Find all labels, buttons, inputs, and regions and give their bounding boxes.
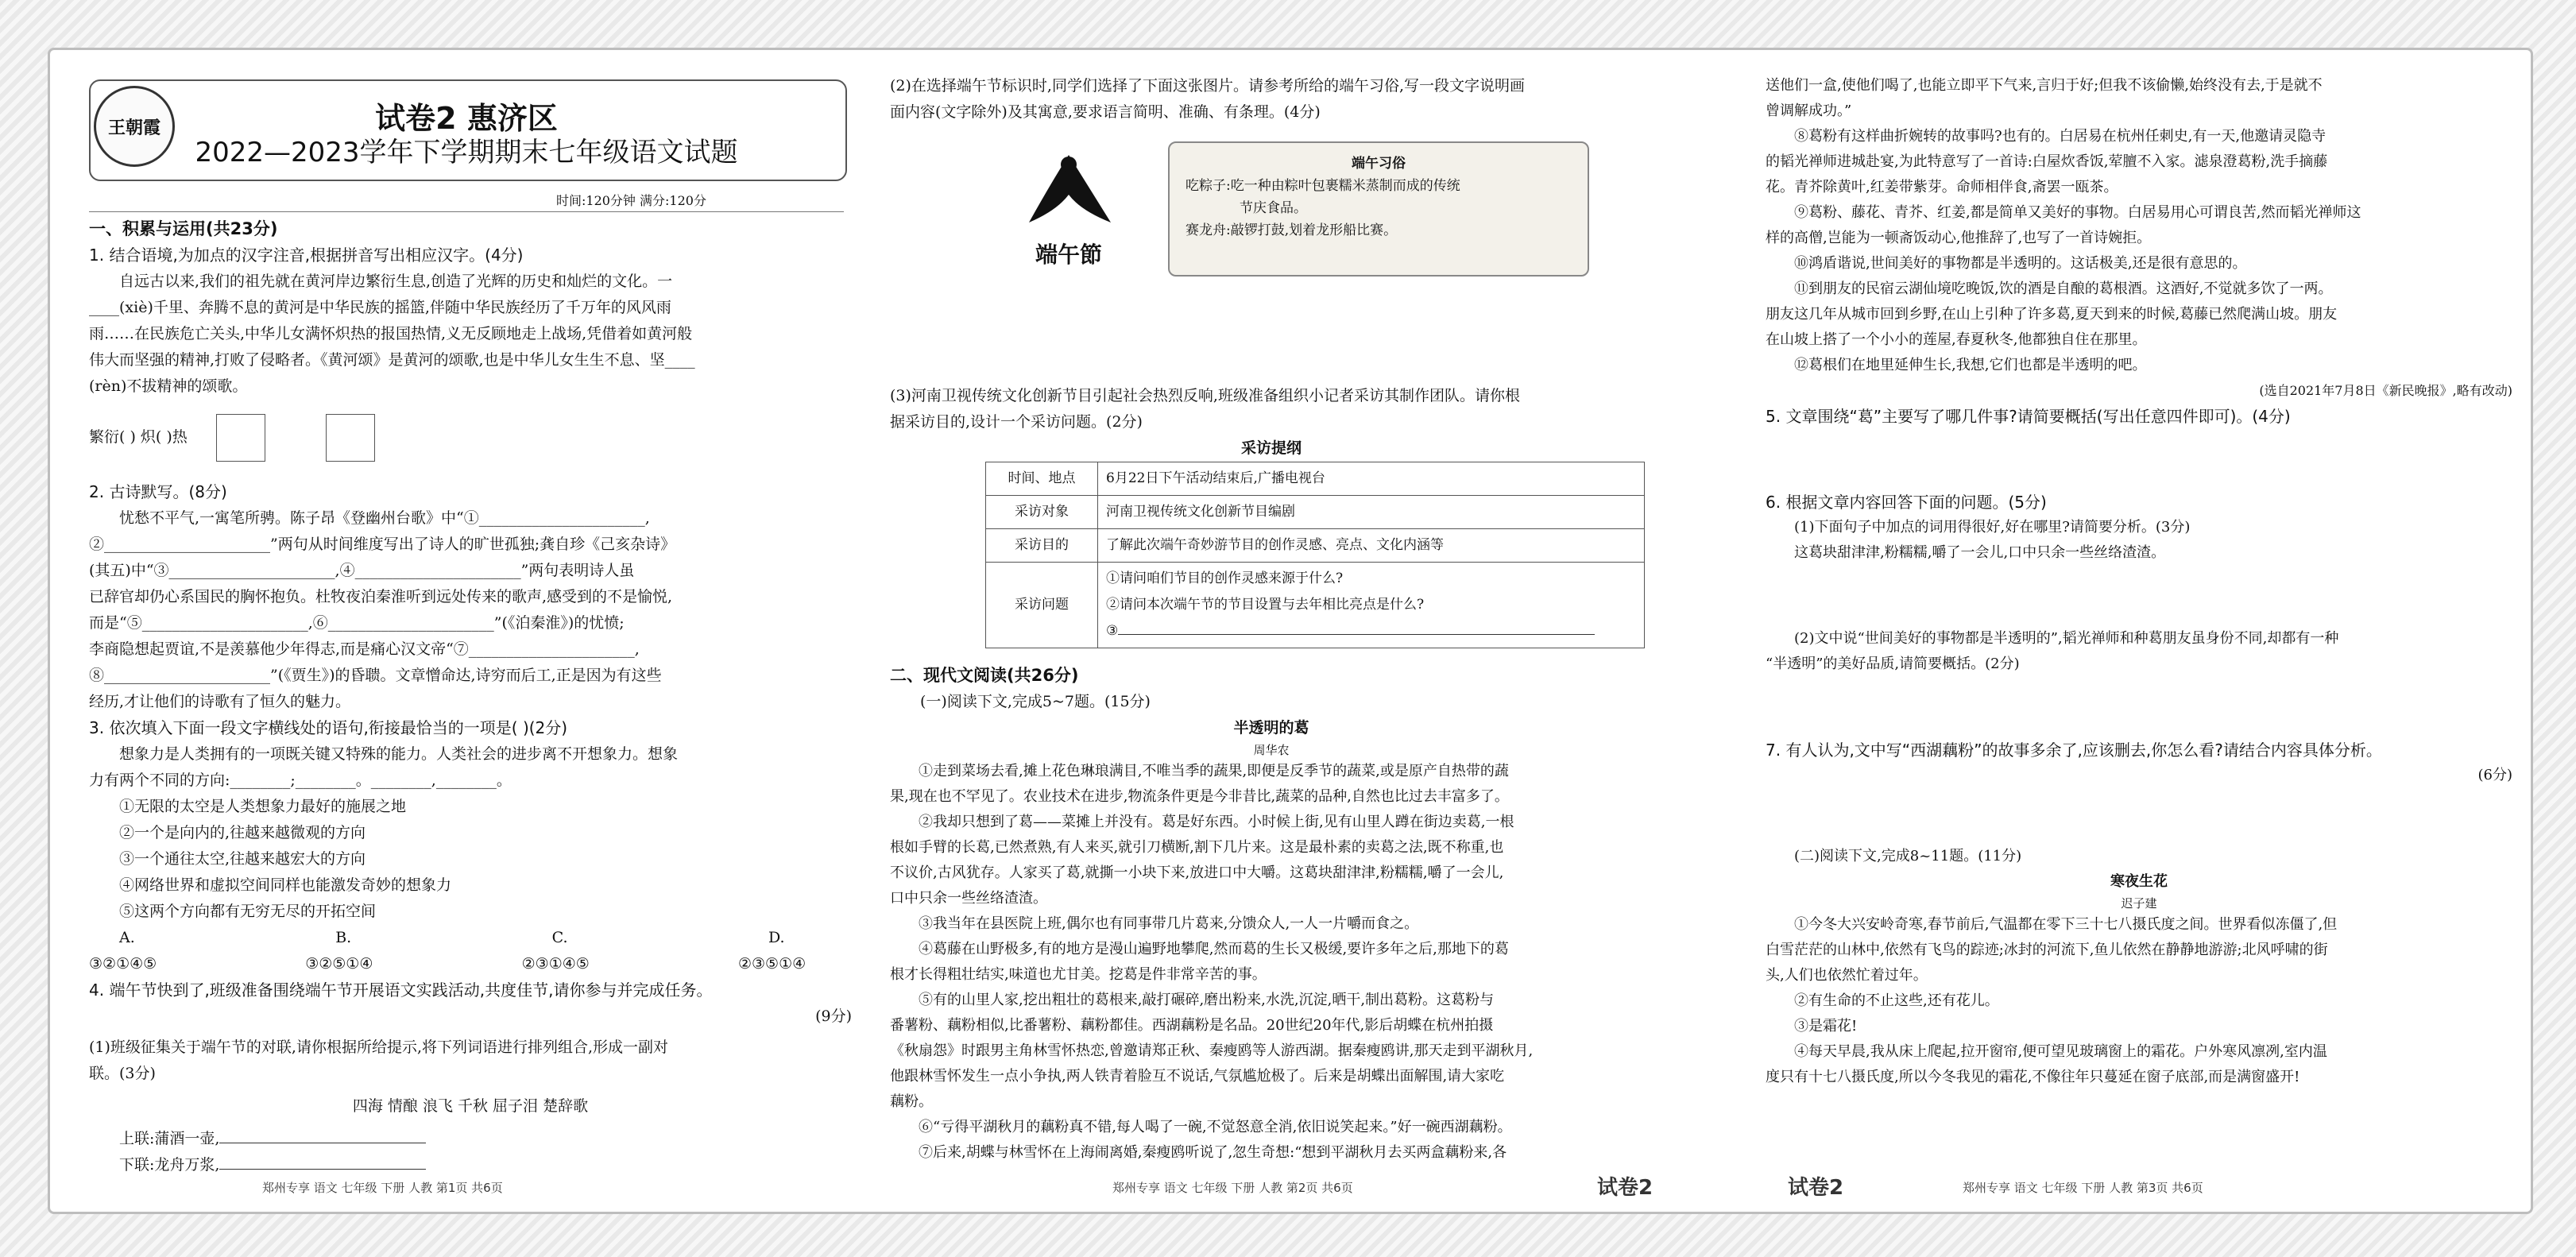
table-cell: 采访对象 [986, 496, 1098, 529]
custom-line: 节庆食品。 [1240, 200, 1307, 216]
interview-question-blank[interactable] [1106, 618, 1636, 644]
article-source: (选自2021年7月8日《新民晚报》,略有改动) [2259, 383, 2512, 398]
article-line: 不议价,古风犹存。人家买了葛,就撕一小块下来,放进口中大嚼。这葛块甜津津,粉糯糯,嚼了一会儿, [890, 864, 1504, 881]
q7-score: (6分) [2477, 767, 2512, 783]
article-2-title: 寒夜生花 [2110, 873, 2168, 890]
q2-line: 李商隐想起贾谊,不是羡慕他少年得志,而是痛心汉文帝“⑦______________________, [89, 640, 640, 658]
footer-page-1: 郑州专享 语文 七年级 下册 人教 第1页 共6页 [262, 1181, 503, 1195]
lower-couplet: 下联:龙舟万浆, [119, 1156, 220, 1174]
choice-a[interactable]: A. ③②①④⑤ [89, 929, 157, 973]
section-1-title: 一、积累与运用(共23分) [89, 219, 278, 238]
article-line: ⑥“亏得平湖秋月的藕粉真不错,每人喝了一碗,不觉怒意全消,依旧说笑起来。”好一碗西湖藕粉。 [919, 1119, 1512, 1135]
table-cell: 采访问题 [986, 563, 1098, 648]
q3-option: ⑤这两个方向都有无穷无尽的开拓空间 [119, 903, 377, 920]
q2-line: 经历,才让他们的诗歌有了恒久的魅力。 [89, 693, 351, 710]
article-line: 果,现在也不罕见了。农业技术在进步,物流条件更是今非昔比,蔬菜的品种,自然也比过去丰富多了。 [890, 788, 1509, 805]
article-line: 口中只余一些丝络渣渣。 [890, 890, 1047, 907]
section-2-title: 二、现代文阅读(共26分) [890, 666, 1079, 685]
q1-para: ____(xiè)千里、奔腾不息的黄河是中华民族的摇篮,伴随中华民族经历了千万年的风风雨 [89, 299, 671, 316]
article-2-line: ③是霜花! [1794, 1018, 1858, 1035]
article-line: 曾调解成功。” [1766, 102, 1852, 119]
exam-label: 试卷2 [375, 101, 457, 136]
article-line: 在山坡上搭了一个小小的莲屋,春夏秋冬,他都独自住在那里。 [1766, 331, 2147, 348]
table-cell: 6月22日下午活动结束后,广播电视台 [1098, 462, 1645, 496]
article-line: 根如手臂的长葛,已然煮熟,有人来买,就引刀横断,割下几片来。这是最朴素的卖葛之法,既不称重,也 [890, 839, 1504, 856]
article-line: ②我却只想到了葛——菜摊上并没有。葛是好东西。小时候上街,见有山里人蹲在街边卖葛,一根 [919, 814, 1514, 830]
footer-page-3: 郑州专享 语文 七年级 下册 人教 第3页 共6页 [1963, 1181, 2203, 1195]
answer-box[interactable] [216, 414, 265, 462]
article-line: ⑦后来,胡蝶与林雪怀在上海闹离婚,秦瘦鸥听说了,忽生奇想:“想到平湖秋月去买两盒藕粉来,各 [919, 1144, 1507, 1161]
q6-1: (1)下面句子中加点的词用得很好,好在哪里?请简要分析。(3分) [1794, 519, 2191, 536]
custom-line: 吃粽子:吃一种由粽叶包裹糯米蒸制而成的传统 [1186, 178, 1460, 194]
article-line: 藕粉。 [890, 1093, 933, 1110]
q3-choices [89, 925, 852, 977]
article-line: 《秋扇怨》时跟男主角林雪怀热恋,曾邀请郑正秋、秦瘦鸥等人游西湖。据秦瘦鸥讲,那天走到平湖秋月, [890, 1042, 1534, 1059]
article-line: ③我当年在县医院上班,偶尔也有同事带几片葛来,分馈众人,一人一片嚼而食之。 [919, 915, 1419, 932]
q2-line: ②______________________”两句从时间维度写出了诗人的旷世孤独;龚自珍《己亥杂诗》 [89, 536, 676, 553]
exam-tag-2: 试卷2 [1597, 1176, 1654, 1200]
article-title: 半透明的葛 [1233, 719, 1309, 737]
answer-space[interactable] [1766, 429, 2512, 489]
exam-tag-3: 试卷2 [1788, 1176, 1844, 1200]
table-row [986, 529, 1645, 563]
brand-text: 端午節 [1035, 242, 1102, 268]
q1-items: 繁衍( ) 炽( )热 [89, 428, 188, 446]
article-2-line: ④每天早晨,我从床上爬起,拉开窗帘,便可望见玻璃窗上的霜花。户外寒风凛冽,室内温 [1794, 1043, 2327, 1060]
lower-blank[interactable] [219, 1169, 426, 1170]
column-3 [1766, 73, 2512, 1090]
answer-space[interactable] [1766, 788, 2512, 844]
q2-line: (其五)中“③______________________,④______________________”两句表明诗人虽 [89, 562, 635, 579]
q2-line: 已辞官却仍心系国民的胸怀抱负。杜牧夜泊秦淮听到远处传来的歌声,感受到的不是愉悦, [89, 588, 673, 605]
article-line: ⑩鸿盾谐说,世间美好的事物都是半透明的。这话极美,还是很有意思的。 [1794, 255, 2247, 272]
q4-2b: 面内容(文字除外)及其寓意,要求语言简明、准确、有条理。(4分) [890, 103, 1321, 121]
upper-couplet: 上联:蒲酒一壶, [119, 1130, 220, 1147]
answer-box[interactable] [326, 414, 375, 462]
q3-option: ②一个是向内的,往越来越微观的方向 [119, 824, 366, 841]
article-line: 他跟林雪怀发生一点小争执,两人铁青着脸互不说话,气氛尴尬极了。后来是胡蝶出面解围,请大家吃 [890, 1068, 1505, 1085]
footer-page-2: 郑州专享 语文 七年级 下册 人教 第2页 共6页 [1112, 1181, 1353, 1195]
lower-couplet-row [89, 1152, 852, 1178]
q1-para: 伟大而坚强的精神,打败了侵略者。《黄河颂》是黄河的颂歌,也是中华儿女生生不息、坚____ [89, 351, 695, 369]
q1-para: 自远古以来,我们的祖先就在黄河岸边繁衍生息,创造了光辉的历史和灿烂的文化。一 [119, 273, 673, 290]
q6-2b: “半透明”的美好品质,请简要概括。(2分) [1766, 656, 2020, 672]
article-2-line: 白雪茫茫的山林中,依然有飞鸟的踪迹;冰封的河流下,鱼儿依然在静静地游游;北风呼啸的街 [1766, 942, 2328, 958]
question-7: 7. 有人认为,文中写“西湖藕粉”的故事多余了,应该删去,你怎么看?请结合内容具体分析。 [1766, 741, 2382, 760]
brush-stroke-icon [1017, 147, 1120, 234]
choice-c[interactable]: C. ②③①④⑤ [521, 929, 590, 973]
reading-1-intro: (一)阅读下文,完成5~7题。(15分) [920, 693, 1151, 710]
question-2: 2. 古诗默写。(8分) [89, 482, 227, 501]
q3-para: 力有两个不同的方向:________;________。________,________。 [89, 772, 512, 789]
q4-score: (9分) [815, 1008, 852, 1025]
article-line: ⑫葛根们在地里延伸生长,我想,它们也都是半透明的吧。 [1794, 357, 2147, 373]
table-cell: 时间、地点 [986, 462, 1098, 496]
column-2-lower [890, 383, 1653, 1166]
q3-option: ③一个通往太空,往越来越宏大的方向 [119, 850, 366, 868]
article-2-line: ①今冬大兴安岭奇寒,春节前后,气温都在零下三十七八摄氏度之间。世界看似冻僵了,但 [1794, 916, 2338, 933]
dragon-boat-logo [1001, 147, 1136, 274]
q3-option: ①无限的太空是人类想象力最好的施展之地 [119, 798, 407, 815]
article-line: 送他们一盒,使他们喝了,也能立即平下气来,言归于好;但我不该偷懒,始终没有去,于是就不 [1766, 77, 2323, 94]
answer-space[interactable] [1766, 677, 2512, 737]
q4-1: (1)班级征集关于端午节的对联,请你根据所给提示,将下列词语进行排列组合,形成一副对 [89, 1038, 669, 1056]
article-line: 花。青芥除黄叶,红姜带紫芽。命师相伴食,斋罢一瓯茶。 [1766, 179, 2118, 195]
table-title: 采访提纲 [1240, 439, 1302, 457]
q1-items-row [89, 414, 852, 462]
question-4: 4. 端午节快到了,班级准备围绕端午节开展语文实践活动,共度佳节,请你参与并完成任务。 [89, 980, 713, 1000]
table-row [986, 563, 1645, 648]
column-1 [89, 216, 852, 1178]
exam-meta: 时间:120分钟 满分:120分 [556, 193, 706, 208]
article-author: 周华农 [1253, 743, 1290, 757]
article-line: 样的高僧,岂能为一顿斋饭动心,他推辞了,也写了一首诗婉拒。 [1766, 230, 2152, 246]
article-line: ⑨葛粉、藤花、青芥、红姜,都是简单又美好的事物。白居易用心可谓良苦,然而韬光禅师这 [1794, 204, 2361, 221]
q1-para: (rèn)不拔精神的颂歌。 [89, 377, 248, 395]
article-2-line: 头,人们也依然忙着过年。 [1766, 967, 1928, 984]
q4-3b: 据采访目的,设计一个采访问题。(2分) [890, 413, 1143, 431]
q4-2: (2)在选择端午节标识时,同学们选择了下面这张图片。请参考所给的端午习俗,写一段文字说明画 [890, 77, 1525, 95]
table-cell [1098, 563, 1645, 648]
article-line: ④葛藤在山野极多,有的地方是漫山遍野地攀爬,然而葛的生长又极缓,要许多年之后,那地下的葛 [919, 941, 1509, 957]
upper-couplet-row [89, 1126, 852, 1152]
question-6: 6. 根据文章内容回答下面的问题。(5分) [1766, 493, 2047, 512]
article-line: ⑧葛粉有这样曲折婉转的故事吗?也有的。白居易在杭州任刺史,有一天,他邀请灵隐寺 [1794, 128, 2327, 145]
article-line: ①走到菜场去看,摊上花色琳琅满目,不唯当季的蔬果,即便是反季节的蔬菜,或是原产自热带的蔬 [919, 763, 1509, 779]
interview-question: ①请问咱们节目的创作灵感来源于什么? [1106, 570, 1344, 586]
reading-2-intro: (二)阅读下文,完成8~11题。(11分) [1794, 848, 2022, 864]
answer-space[interactable] [1766, 566, 2512, 626]
table-cell: 了解此次端午奇妙游节目的创作灵感、亮点、文化内涵等 [1098, 529, 1645, 563]
article-line: 番薯粉、藕粉相似,比番薯粉、藕粉都佳。西湖藕粉是名品。20世纪20年代,影后胡蝶在杭州拍摄 [890, 1017, 1494, 1034]
custom-title: 端午习俗 [1352, 156, 1406, 172]
q3-para: 想象力是人类拥有的一项既关键又特殊的能力。人类社会的进步离不开想象力。想象 [119, 745, 679, 763]
article-line: 根才长得粗壮结实,味道也尤甘美。挖葛是件非常辛苦的事。 [890, 966, 1267, 983]
q4-1b: 联。(3分) [89, 1065, 156, 1082]
article-body [890, 759, 1653, 1166]
question-5: 5. 文章围绕“葛”主要写了哪几件事?请简要概括(写出任意四件即可)。(4分) [1766, 407, 2291, 426]
table-cell: 采访目的 [986, 529, 1098, 563]
q2-line: ⑧______________________”(《贾生》)的昏聩。文章憎命达,诗穷而后工,正是因为有这些 [89, 667, 662, 684]
interview-table [985, 462, 1645, 648]
table-row [986, 462, 1645, 496]
exam-title: 2022—2023学年下学期期末七年级语文试题 [195, 137, 738, 168]
q2-line: 忧愁不平气,一寓笔所骋。陈子昂《登幽州台歌》中“①______________________, [119, 509, 650, 527]
article-line: 朋友这几年从城市回到乡野,在山上引种了许多葛,夏天到来的时候,葛藤已然爬满山坡。朋友 [1766, 306, 2338, 323]
q4-words: 四海 情酿 浪飞 千秋 屈子泪 楚辞歌 [352, 1097, 589, 1115]
article-2-author: 迟子建 [2121, 896, 2157, 911]
custom-box [1168, 141, 1589, 277]
interview-q3-label: ③ [1106, 623, 1119, 639]
q3-option: ④网络世界和虚拟空间同样也能激发奇妙的想象力 [119, 876, 452, 894]
column-2 [890, 73, 1653, 126]
q6-2: (2)文中说“世间美好的事物都是半透明的”,韬光禅师和种葛朋友虽身份不同,却都有一种 [1794, 630, 2339, 647]
q2-line: 而是“⑤______________________,⑥______________________”(《泊秦淮》)的忧愤; [89, 614, 625, 632]
choice-b[interactable]: B. ③②⑤①④ [305, 929, 373, 973]
question-1: 1. 结合语境,为加点的汉字注音,根据拼音写出相应汉字。(4分) [89, 246, 524, 265]
q4-3: (3)河南卫视传统文化创新节目引起社会热烈反响,班级准备组织小记者采访其制作团队。请你根 [890, 387, 1520, 404]
question-3: 3. 依次填入下面一段文字横线处的语句,衔接最恰当的一项是( )(2分) [89, 718, 568, 737]
article-2-line: 度只有十七八摄氏度,所以今冬我见的霜花,不像往年只蔓延在窗子底部,而是满窗盛开! [1766, 1069, 2300, 1085]
custom-line: 赛龙舟:敲锣打鼓,划着龙形船比赛。 [1186, 222, 1398, 238]
article-2-line: ②有生命的不止这些,还有花儿。 [1794, 992, 1999, 1009]
district: 惠济区 [466, 101, 558, 136]
article-line: ⑪到朋友的民宿云湖仙境吃晚饭,饮的酒是自酿的葛根酒。这酒好,不觉就多饮了一两。 [1794, 280, 2333, 297]
article-line: ⑤有的山里人家,挖出粗壮的葛根来,敲打碾碎,磨出粉来,水洗,沉淀,晒干,制出葛粉。这葛粉与 [919, 992, 1495, 1008]
table-row [986, 496, 1645, 529]
article-line: 的韬光禅师进城赴宴,为此特意写了一首诗:白屋炊香饭,荤膻不入家。滤泉澄葛粉,洗手摘藤 [1766, 153, 2328, 170]
interview-question: ②请问本次端午节的节目设置与去年相比亮点是什么? [1106, 597, 1425, 613]
logo-text: 王朝霞 [107, 117, 161, 138]
table-cell: 河南卫视传统文化创新节目编剧 [1098, 496, 1645, 529]
choice-d[interactable]: D. ②③⑤①④ [737, 929, 806, 973]
divider [89, 211, 844, 212]
q6-1-sentence: 这葛块甜津津,粉糯糯,嚼了一会儿,口中只余一些丝络渣渣。 [1794, 544, 2166, 561]
answer-blank[interactable] [1118, 634, 1595, 635]
q1-para: 雨……在民族危亡关头,中华儿女满怀炽热的报国热情,义无反顾地走上战场,凭借着如黄河般 [89, 325, 693, 342]
